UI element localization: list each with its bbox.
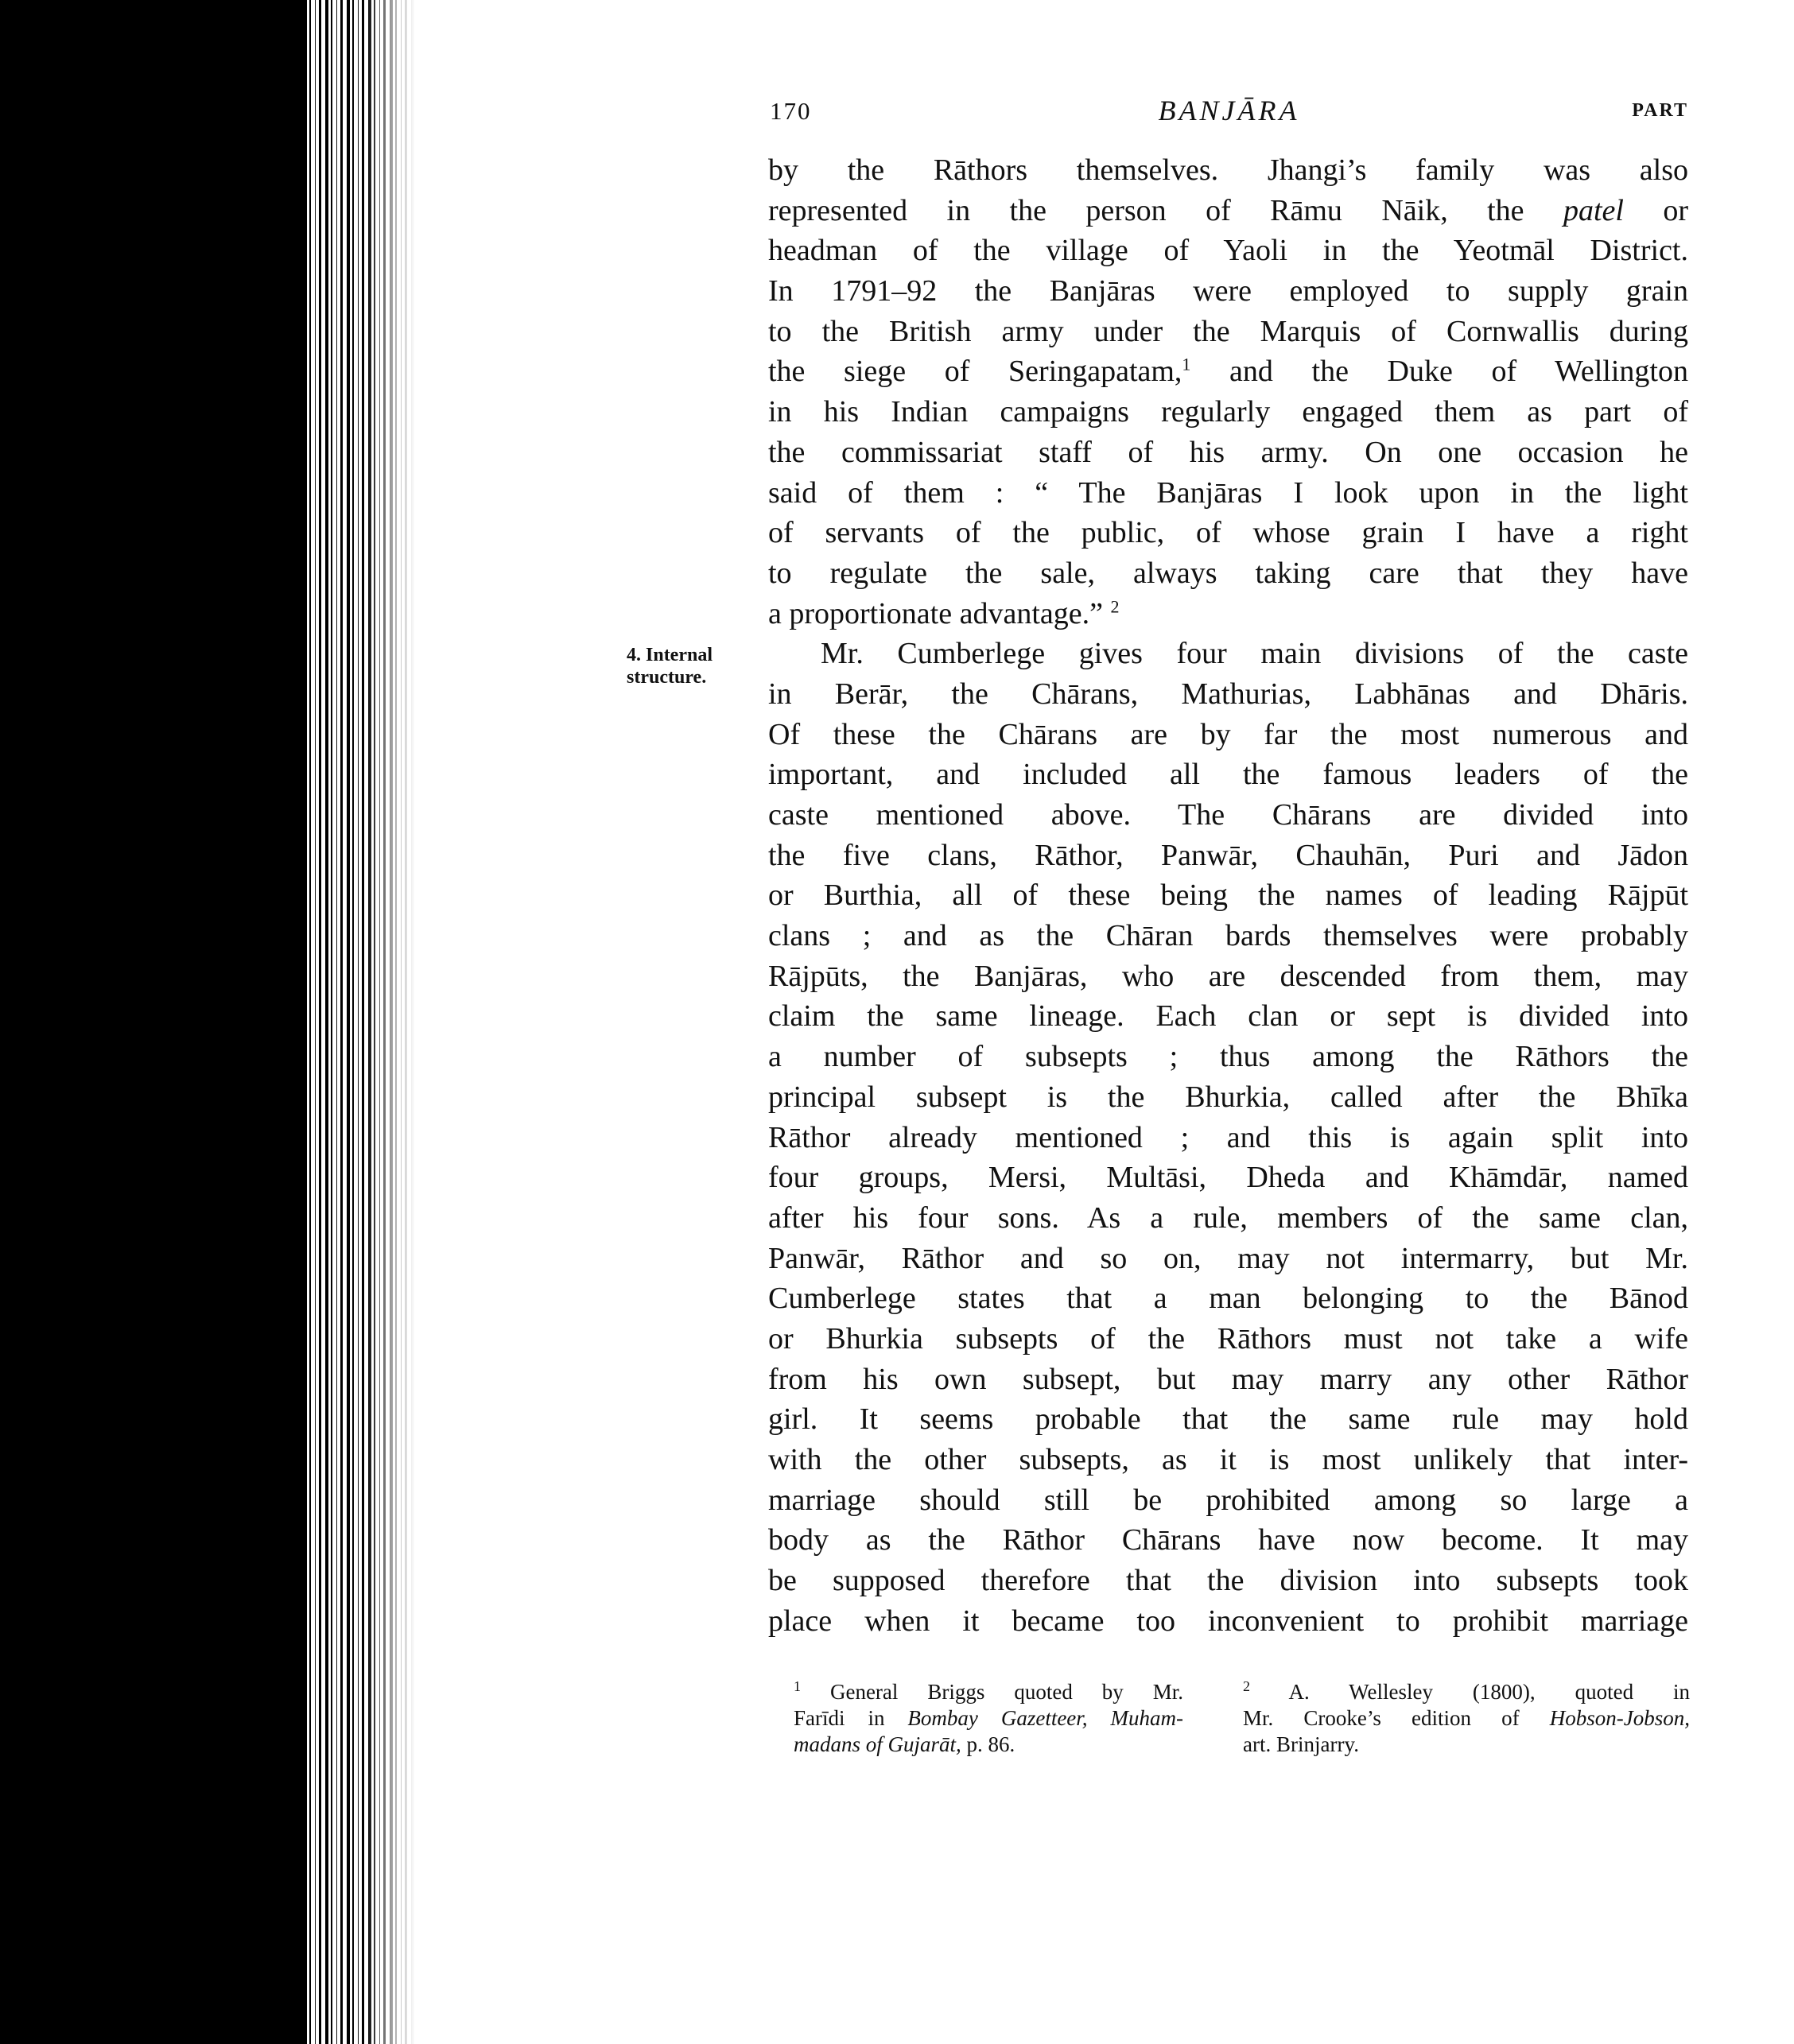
citation-title: madans of Gujarāt, xyxy=(794,1732,961,1756)
text-line: a number of subsepts ; thus among the Rāthors the xyxy=(768,1040,1688,1074)
text-line: Rāthor already mentioned ; and this is again split into xyxy=(768,1120,1688,1154)
page-number: 170 xyxy=(770,97,812,125)
footnote-2: $^2$ A. Wellesley (1800), quoted in Mr. Crooke’s edition of Hobson-Jobson, art. Brinjarry. xyxy=(1243,1678,1691,1756)
text-line: with the other subsepts, as it is most unlikely that inter- xyxy=(768,1443,1688,1476)
text-line: four groups, Mersi, Multāsi, Dheda and Khāmdār, named xyxy=(768,1161,1688,1195)
text-line: girl. It seems probable that the same rule may hold xyxy=(768,1402,1688,1437)
body-text xyxy=(768,150,1688,1641)
page-edge-lines xyxy=(304,0,415,2044)
text-line: In 1791–92 the Banjāras were employed to supply grain xyxy=(768,274,1688,308)
text-line: Of these the Chārans are by far the most numerous and xyxy=(768,717,1688,751)
text-line: the siege of Seringapatam,$^1$ and the Duke of Wellington xyxy=(768,354,1688,389)
text-line: in Berār, the Chārans, Mathurias, Labhānas and Dhāris. xyxy=(768,677,1688,711)
text-line: the commissariat staff of his army. On one occasion he xyxy=(768,435,1688,469)
text-line: Mr. Cumberlege gives four main divisions of the caste xyxy=(821,637,1688,671)
text-line: in his Indian campaigns regularly engaged them as part of xyxy=(768,395,1688,429)
text-line: a proportionate advantage.” $^2$ xyxy=(768,595,1120,630)
text-line: or Burthia, all of these being the names of leading Rājpūt xyxy=(768,878,1688,913)
text-line: caste mentioned above. The Chārans are divided into xyxy=(768,798,1688,832)
text-line: by the Rāthors themselves. Jhangi’s family was also xyxy=(768,153,1688,187)
text-line: of servants of the public, of whose grain I have a right xyxy=(768,516,1688,550)
text-line: principal subsept is the Bhurkia, called after the Bhīka xyxy=(768,1080,1688,1114)
text-line: marriage should still be prohibited among so large a xyxy=(768,1483,1688,1517)
running-title: BANJĀRA xyxy=(1158,95,1300,126)
text-line: represented in the person of Rāmu Nāik, the patel or xyxy=(768,193,1689,227)
side-note-line: 4. Internal xyxy=(627,645,713,665)
footnote-mark: 1 xyxy=(794,1678,801,1694)
text-line: be supposed therefore that the division into subsepts took xyxy=(768,1564,1688,1598)
footnote-ref[interactable]: 1 xyxy=(1182,354,1191,374)
text-line: said of them : “ The Banjāras I look upon in the light xyxy=(768,475,1688,510)
footnote-mark: 2 xyxy=(1243,1678,1250,1694)
text-line: Panwār, Rāthor and so on, may not intermarry, but Mr. xyxy=(768,1241,1688,1275)
italic-term: patel xyxy=(1563,193,1624,227)
running-header xyxy=(770,94,1688,134)
text-line: or Bhurkia subsepts of the Rāthors must not take a wife xyxy=(768,1321,1688,1356)
book-spine-shadow xyxy=(0,0,304,2044)
text-line: headman of the village of Yaoli in the Yeotmāl District. xyxy=(768,234,1688,268)
text-line: body as the Rāthor Chārans have now become. It may xyxy=(768,1523,1688,1557)
text-line: after his four sons. As a rule, members of the same clan, xyxy=(768,1200,1688,1235)
citation-title: Bombay Gazetteer, Muham- xyxy=(907,1706,1183,1730)
footnote-1: $^1$ General Briggs quoted by Mr. Farīdi in Bombay Gazetteer, Muham- madans of Gujarāt, p. 86. xyxy=(794,1678,1184,1756)
side-note-line: structure. xyxy=(627,667,707,688)
text-line: Rājpūts, the Banjāras, who are descended from them, may xyxy=(768,959,1688,993)
text-line: to the British army under the Marquis of Cornwallis during xyxy=(768,314,1688,348)
citation-title: Hobson-Jobson, xyxy=(1549,1706,1690,1730)
text-line: to regulate the sale, always taking care that they have xyxy=(768,556,1688,590)
text-line: place when it became too inconvenient to prohibit marriage xyxy=(768,1604,1688,1638)
text-line: from his own subsept, but may marry any other Rāthor xyxy=(768,1362,1688,1396)
side-note xyxy=(627,644,754,688)
text-line: Cumberlege states that a man belonging to the Bānod xyxy=(768,1282,1688,1316)
part-label: PART xyxy=(1632,100,1688,121)
footnote-ref[interactable]: 2 xyxy=(1110,595,1120,616)
text-line: important, and included all the famous leaders of the xyxy=(768,758,1688,792)
text-line: claim the same lineage. Each clan or sept is divided into xyxy=(768,999,1688,1034)
text-line: clans ; and as the Chāran bards themselves were probably xyxy=(768,919,1688,953)
text-line: the five clans, Rāthor, Panwār, Chauhān, Puri and Jādon xyxy=(768,838,1688,872)
